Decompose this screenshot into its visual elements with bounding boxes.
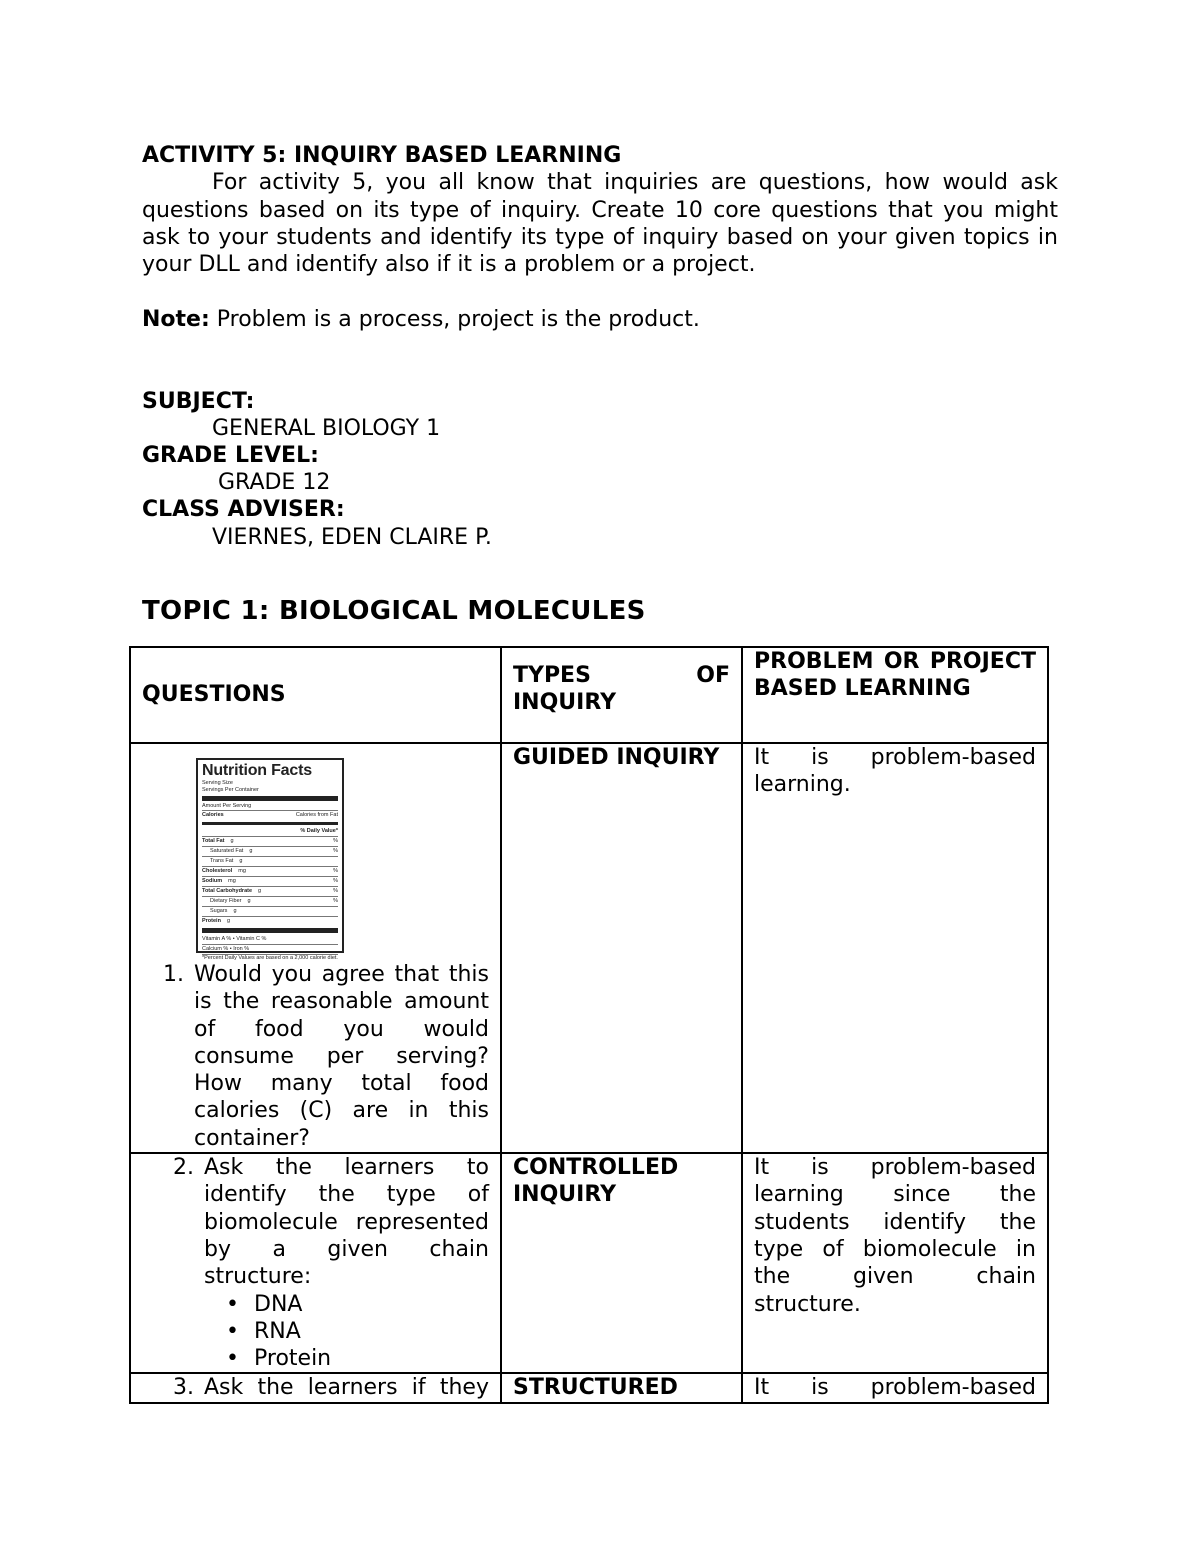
- header-types-of-inquiry: TYPES OF INQUIRY: [501, 647, 742, 743]
- inquiry-table: [129, 646, 1049, 1404]
- note-text: Problem is a process, project is the product.: [209, 307, 700, 332]
- question-1: [142, 961, 489, 1152]
- header-questions: QUESTIONS: [130, 647, 501, 743]
- header-problem-or-project: PROBLEM OR PROJECT BASED LEARNING: [742, 647, 1048, 743]
- grade-level-label: GRADE LEVEL:: [142, 443, 319, 468]
- calories-row: [202, 810, 338, 820]
- nutrient-row: [202, 906, 338, 916]
- table-row: [130, 743, 1048, 1153]
- question-number: 3.: [173, 1375, 194, 1401]
- daily-value-text: % Daily Value*: [300, 828, 338, 834]
- subject-value: GENERAL BIOLOGY 1: [212, 416, 441, 441]
- table-row: [130, 1373, 1048, 1402]
- list-item: • RNA: [204, 1318, 489, 1345]
- question-text: Ask the learners if they: [204, 1375, 489, 1401]
- question-cell: [130, 1153, 501, 1373]
- question-number: 2.: [173, 1155, 194, 1181]
- list-item: • DNA: [204, 1291, 489, 1318]
- question-2: [142, 1154, 489, 1372]
- nutrient-name: Sodium mg: [202, 878, 236, 884]
- nutrient-percent: %: [333, 888, 338, 894]
- nutrient-percent: %: [333, 848, 338, 854]
- note-label: Note:: [142, 307, 210, 332]
- list-item: • Protein: [204, 1345, 489, 1372]
- subject-label: SUBJECT:: [142, 389, 255, 414]
- serving-size-text: Serving Size: [202, 780, 233, 786]
- amount-per-serving-text: Amount Per Serving: [202, 803, 252, 809]
- question-3: [142, 1374, 489, 1401]
- inquiry-type-cell: CONTROLLED INQUIRY: [501, 1153, 742, 1373]
- nutrient-rows: [202, 836, 338, 926]
- class-adviser-label: CLASS ADVISER:: [142, 497, 345, 522]
- biomolecule-list: [204, 1291, 489, 1373]
- vitamins-row-2: Calcium % • Iron %: [202, 944, 338, 954]
- nutrient-row: [202, 896, 338, 906]
- calories-text: Calories: [202, 812, 224, 818]
- nutrient-row: [202, 866, 338, 876]
- nutrient-name: Sugars g: [210, 908, 237, 914]
- topic-heading: TOPIC 1: BIOLOGICAL MOLECULES: [142, 596, 646, 626]
- question-cell: [130, 1373, 501, 1402]
- question-cell: [130, 743, 501, 1153]
- nutrient-row: [202, 876, 338, 886]
- nutrition-footnote: *Percent Daily Values are based on a 2,000 calorie diet.: [202, 955, 338, 961]
- servings-text: Servings Per Container: [202, 787, 259, 793]
- grade-level-value: GRADE 12: [218, 470, 331, 495]
- activity-intro: [142, 142, 1058, 278]
- activity-title: ACTIVITY 5: INQUIRY BASED LEARNING: [142, 143, 622, 168]
- question-text: Would you agree that this is the reasonable amount of food you would consume per serving? How many total food calories (C) are in this container?: [194, 962, 489, 1151]
- nutrient-name: Dietary Fiber g: [210, 898, 251, 904]
- class-adviser-value: VIERNES, EDEN CLAIRE P.: [212, 525, 492, 550]
- pbl-cell: It is problem-based: [742, 1373, 1048, 1402]
- table-header-row: [130, 647, 1048, 743]
- pbl-cell: It is problem-based learning since the students identify the type of biomolecule in the given chain structure.: [742, 1153, 1048, 1373]
- nutrient-row: [202, 836, 338, 846]
- pbl-cell: It is problem-based learning.: [742, 743, 1048, 1153]
- nutrient-row: [202, 886, 338, 896]
- nutrition-facts-image: [196, 758, 344, 961]
- nutrient-row: [202, 846, 338, 856]
- nutrient-name: Total Carbohydrate g: [202, 888, 262, 894]
- vitamins-row-1: Vitamin A % • Vitamin C %: [202, 936, 267, 942]
- inquiry-type-cell: STRUCTURED: [501, 1373, 742, 1402]
- nutrition-facts-title: Nutrition Facts: [202, 762, 312, 779]
- nutrient-name: Total Fat g: [202, 838, 234, 844]
- question-text: Ask the learners to identify the type of biomolecule represented by a given chain structure:: [204, 1155, 489, 1290]
- nutrient-percent: %: [333, 878, 338, 884]
- question-body: [204, 1154, 489, 1372]
- nutrient-name: Trans Fat g: [210, 858, 243, 864]
- calories-fat-text: Calories from Fat: [295, 812, 338, 818]
- note-line: [142, 306, 700, 333]
- question-number: 1.: [163, 962, 184, 987]
- nutrient-name: Cholesterol mg: [202, 868, 246, 874]
- inquiry-type-cell: GUIDED INQUIRY: [501, 743, 742, 1153]
- nutrient-row: [202, 916, 338, 926]
- nutrient-row: [202, 856, 338, 866]
- nutrient-percent: %: [333, 898, 338, 904]
- nutrient-name: Saturated Fat g: [210, 848, 253, 854]
- activity-instructions: For activity 5, you all know that inquiries are questions, how would ask questions based on its type of inquiry. Create 10 core questions that you might ask to your students and identify its type of inquiry based on your given topics in your DLL and identify also if it is a problem or a project.: [142, 170, 1058, 278]
- table-row: [130, 1153, 1048, 1373]
- nutrient-percent: %: [333, 868, 338, 874]
- nutrient-percent: %: [333, 838, 338, 844]
- nutrient-name: Protein g: [202, 918, 231, 924]
